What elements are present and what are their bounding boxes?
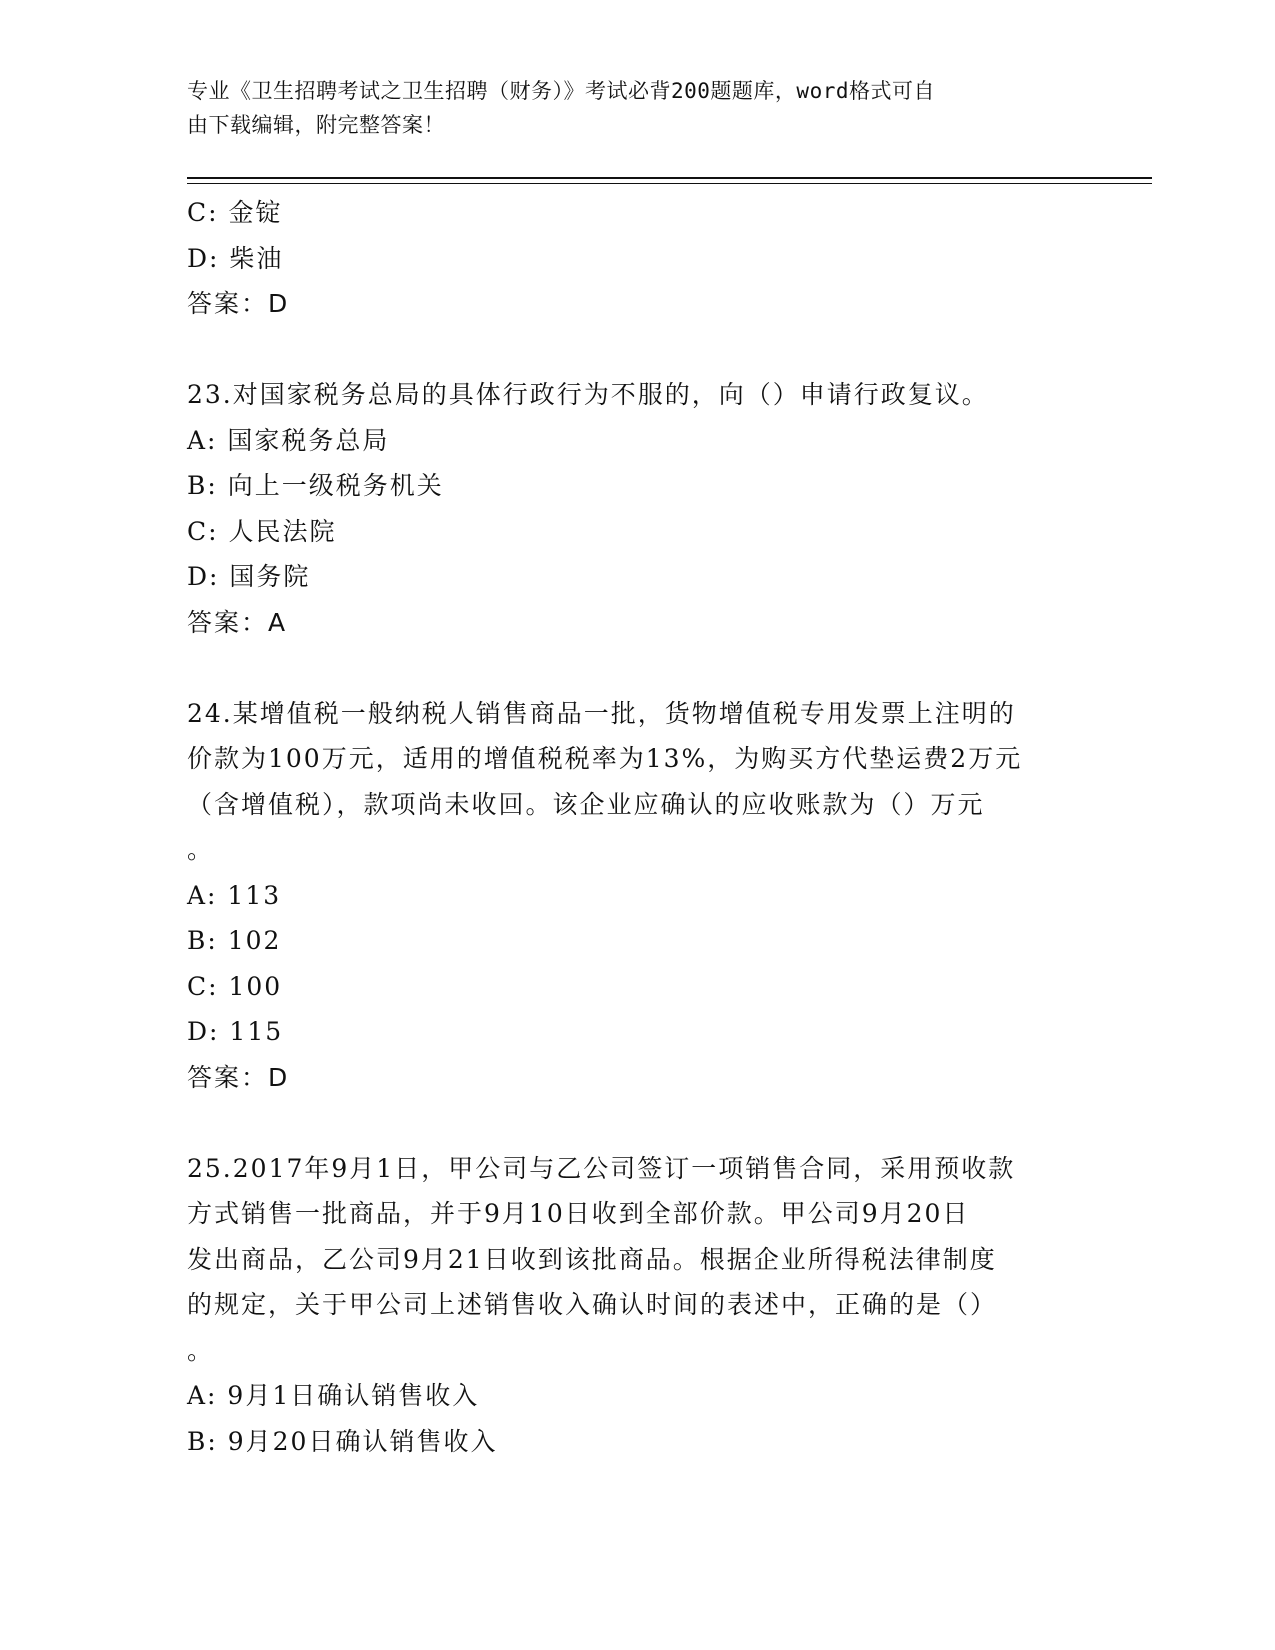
option-c: C: 金锭 — [187, 198, 283, 227]
option-a: A: 9月1日确认销售收入 — [187, 1381, 480, 1410]
option-b: B: 向上一级税务机关 — [187, 471, 444, 500]
option-d: D: 115 — [187, 1017, 284, 1046]
option-a: A: 113 — [187, 880, 282, 910]
option-d: D: 国务院 — [187, 562, 311, 591]
answer-line: 答案：D — [187, 1062, 290, 1092]
option-c: C: 人民法院 — [187, 516, 337, 546]
question-stem-line: （含增值税），款项尚未收回。该企业应确认的应收账款为（）万元 — [187, 789, 985, 819]
question-22-tail — [187, 190, 1087, 327]
option-a: A: 国家税务总局 — [187, 425, 390, 455]
answer-line: 答案：A — [187, 607, 288, 637]
question-stem-line: 的规定，关于甲公司上述销售收入确认时间的表述中，正确的是（） — [187, 1290, 998, 1319]
question-25 — [187, 1146, 1087, 1465]
question-stem-line: 价款为100万元，适用的增值税税率为13%，为购买方代垫运费2万元 — [187, 744, 1023, 773]
question-23 — [187, 372, 1087, 645]
question-stem-line: 25.2017年9月1日，甲公司与乙公司签订一项销售合同，采用预收款 — [187, 1153, 1016, 1183]
spacer — [187, 327, 1087, 373]
header-line-2: 由下载编辑，附完整答案！ — [187, 113, 445, 137]
question-stem: 23.对国家税务总局的具体行政行为不服的，向（）申请行政复议。 — [187, 380, 989, 409]
header-rule-thin — [187, 183, 1152, 184]
header-line-1: 专业《卫生招聘考试之卫生招聘（财务）》考试必背200题题库，word格式可自 — [187, 79, 935, 103]
question-stem-line: 。 — [187, 1335, 215, 1365]
question-stem-line: 方式销售一批商品，并于9月10日收到全部价款。甲公司9月20日 — [187, 1199, 970, 1228]
header-rule-thick — [187, 177, 1152, 179]
question-24 — [187, 691, 1087, 1101]
question-stem-line: 发出商品，乙公司9月21日收到该批商品。根据企业所得税法律制度 — [187, 1244, 997, 1274]
option-d: D: 柴油 — [187, 243, 284, 273]
document-body — [187, 190, 1087, 1464]
answer-line: 答案：D — [187, 289, 290, 318]
option-c: C: 100 — [187, 971, 283, 1001]
question-stem-line: 。 — [187, 835, 215, 864]
spacer — [187, 1100, 1087, 1146]
document-header — [187, 74, 1067, 142]
spacer — [187, 645, 1087, 691]
option-b: B: 9月20日确认销售收入 — [187, 1426, 498, 1456]
option-b: B: 102 — [187, 926, 282, 955]
question-stem-line: 24.某增值税一般纳税人销售商品一批，货物增值税专用发票上注明的 — [187, 698, 1016, 728]
